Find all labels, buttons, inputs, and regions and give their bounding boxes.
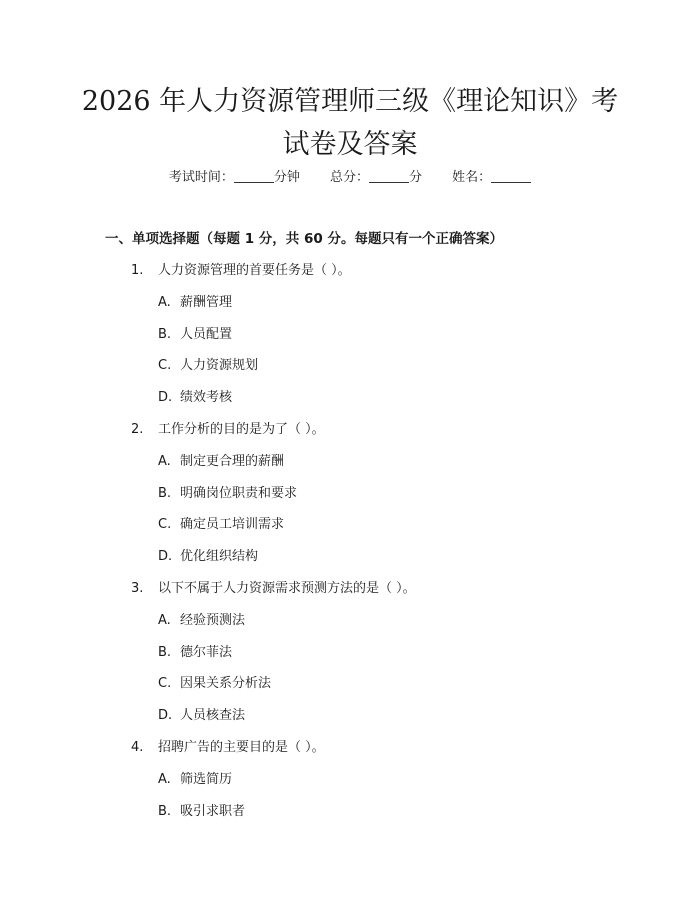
option-letter: A. xyxy=(158,771,171,787)
option-letter: A. xyxy=(158,294,171,310)
exam-info-line xyxy=(0,169,700,187)
name-field xyxy=(452,170,531,185)
option-letter: C. xyxy=(158,676,172,692)
option-letter: C. xyxy=(158,517,172,533)
name-blank xyxy=(491,170,531,183)
question-text: 工作分析的目的是为了（ ）。 xyxy=(158,422,325,437)
option-text: 明确岗位职责和要求 xyxy=(180,485,298,501)
question-text: 以下不属于人力资源需求预测方法的是（ ）。 xyxy=(158,581,416,596)
option-text: 确定员工培训需求 xyxy=(180,517,285,533)
total-score-unit: 分 xyxy=(409,170,423,185)
option-text: 因果关系分析法 xyxy=(180,676,272,692)
option-text: 优化组织结构 xyxy=(180,549,259,565)
option-letter: B. xyxy=(158,485,172,501)
option-letter: B. xyxy=(158,326,172,342)
option-text: 绩效考核 xyxy=(180,390,233,406)
option-text: 经验预测法 xyxy=(180,612,246,628)
option-text: 德尔菲法 xyxy=(180,644,233,660)
option-text: 吸引求职者 xyxy=(180,803,246,819)
option-letter: B. xyxy=(158,803,172,819)
name-label: 姓名： xyxy=(452,170,492,185)
total-score-blank xyxy=(369,170,409,183)
question-number: 2. xyxy=(131,422,144,437)
question-text: 人力资源管理的首要任务是（ ）。 xyxy=(158,263,351,278)
question-number: 3. xyxy=(131,581,144,596)
question-number: 1. xyxy=(131,263,144,278)
option-text: 制定更合理的薪酬 xyxy=(180,453,285,469)
option-text: 人力资源规划 xyxy=(180,358,259,374)
option-letter: A. xyxy=(158,612,171,628)
total-score-label: 总分： xyxy=(329,170,369,185)
question-text: 招聘广告的主要目的是（ ）。 xyxy=(158,740,325,755)
title-line-2: 试卷及答案 xyxy=(282,129,418,160)
option-letter: D. xyxy=(158,708,173,724)
option-letter: A. xyxy=(158,453,171,469)
exam-time-label: 考试时间： xyxy=(168,170,234,185)
section-heading: 一、单项选择题（每题 1 分，共 60 分。每题只有一个正确答案） xyxy=(105,231,503,247)
page-title xyxy=(60,80,640,166)
option-text: 人员核查法 xyxy=(180,708,246,724)
option-letter: C. xyxy=(158,358,172,374)
option-text: 人员配置 xyxy=(180,326,233,342)
option-letter: D. xyxy=(158,390,173,406)
total-score-field xyxy=(330,170,426,185)
exam-time-blank xyxy=(234,170,274,183)
exam-time-field xyxy=(169,170,304,185)
question-number: 4. xyxy=(131,740,144,755)
exam-time-unit: 分钟 xyxy=(273,170,300,185)
option-letter: D. xyxy=(158,549,173,565)
option-text: 筛选简历 xyxy=(180,771,233,787)
option-text: 薪酬管理 xyxy=(180,294,233,310)
title-line-1: 2026 年人力资源管理师三级《理论知识》考 xyxy=(81,86,619,117)
option-letter: B. xyxy=(158,644,172,660)
